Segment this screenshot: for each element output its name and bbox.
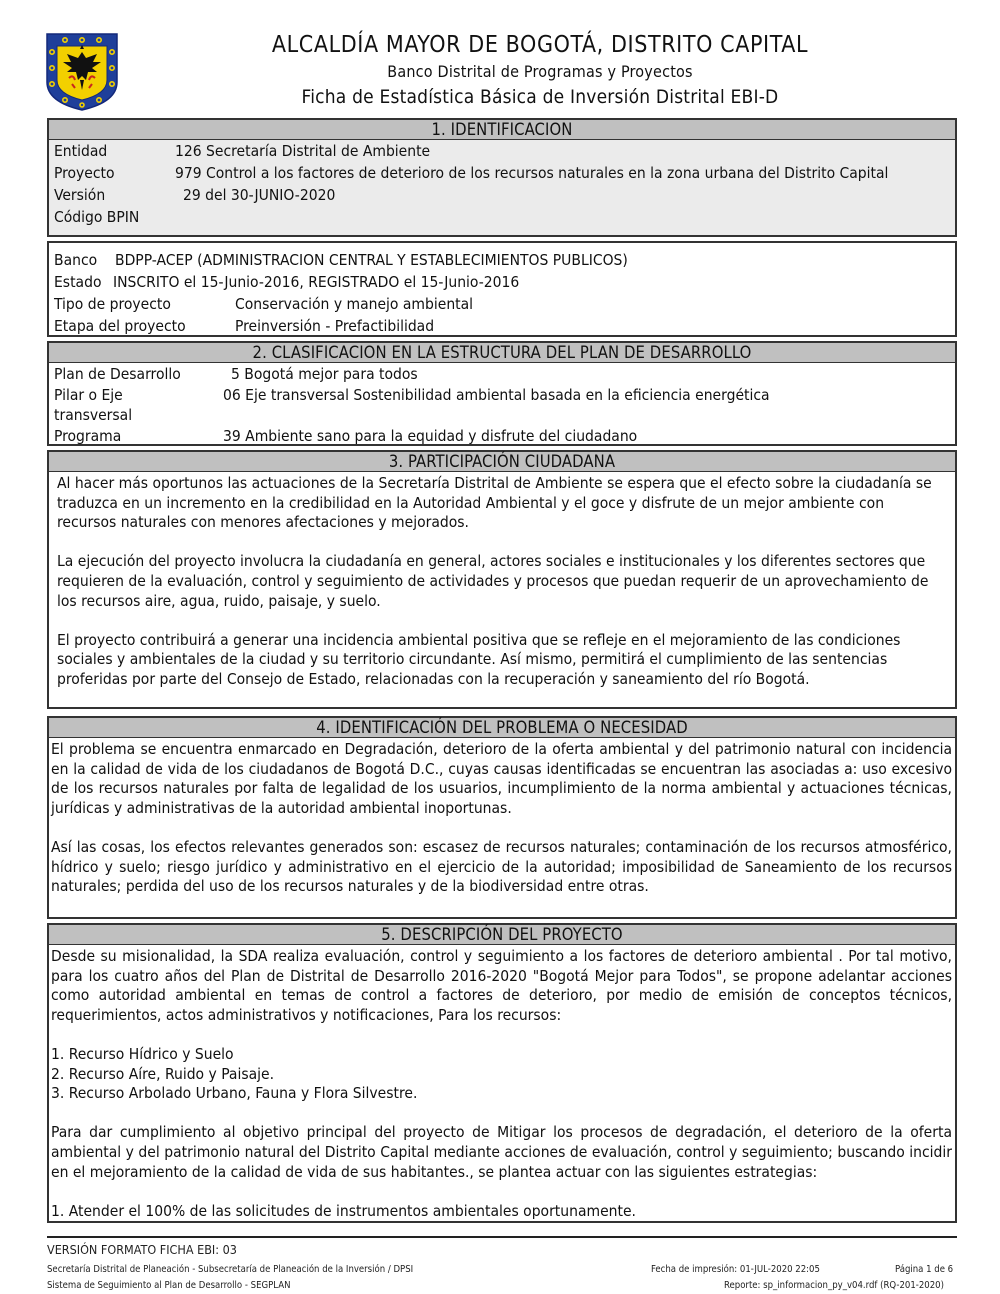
field-label: Estado (54, 273, 102, 291)
field-pilar-eje (49, 385, 955, 405)
footer-org: Secretaría Distrital de Planeación - Subsecretaría de Planeación de la Inversión / DPSI (47, 1264, 414, 1275)
field-estado (49, 271, 955, 293)
paragraph: Así las cosas, los efectos relevantes generados son: escasez de recursos naturales; contaminación de los recursos atmosférico, hídrico y suelo; riesgo jurídico y administrativo en el ejercicio de la autoridad; imposibilidad de Saneamiento de los recursos naturales; perdida del uso de los recursos naturales y de la biodiversidad entre otras. (51, 837, 952, 896)
paragraph: Al hacer más oportunos las actuaciones de la Secretaría Distrital de Ambiente se espera que el efecto sobre la ciudadanía se traduzca en un incremento en la credibilidad en la Autoridad Ambiental y el goce y disfrute de un mejor ambiente con recursos naturales con menores afectaciones y mejorados. (57, 474, 932, 532)
list-item: 3. Recurso Arbolado Urbano, Fauna y Flora Silvestre. (51, 1084, 418, 1103)
section-heading: 4. IDENTIFICACIÓN DEL PROBLEMA O NECESIDAD (49, 718, 955, 738)
field-proyecto (49, 162, 955, 184)
page-number: Página 1 de 6 (895, 1264, 954, 1275)
list-item: 1. Recurso Hídrico y Suelo (51, 1044, 234, 1063)
field-label: Programa (54, 427, 122, 445)
field-value: 06 Eje transversal Sostenibilidad ambiental basada en la eficiencia energética (223, 386, 770, 404)
field-label: Entidad (54, 142, 108, 160)
list-item: 2. Recurso Aíre, Ruido y Paisaje. (51, 1064, 275, 1083)
footer-divider (47, 1236, 957, 1238)
field-label: Código BPIN (54, 208, 140, 226)
print-date: Fecha de impresión: 01-JUL-2020 22:05 (651, 1264, 820, 1275)
section-identificacion (47, 118, 957, 237)
section-heading: 5. DESCRIPCIÓN DEL PROYECTO (49, 925, 955, 945)
section-problema-necesidad (47, 716, 957, 919)
field-label: Banco (54, 251, 98, 269)
paragraph: El problema se encuentra enmarcado en Degradación, deterioro de la oferta ambiental y del patrimonio natural con incidencia en la calidad de vida de los ciudadanos de Bogotá D.C., cuyas causas identificadas se encuentran las asociadas a: uso excesivo de los recursos naturales por falta de legalidad de los usuarios, incumplimiento de la norma ambiental y actuaciones técnicas, jurídicas y administrativas de la autoridad ambiental inoportunas. (51, 740, 952, 817)
report-id: Reporte: sp_informacion_py_v04.rdf (RQ-201-2020) (724, 1280, 944, 1291)
field-plan-desarrollo (49, 363, 955, 385)
field-etapa-proyecto (49, 315, 955, 337)
section-heading: 3. PARTICIPACIÓN CIUDADANA (49, 452, 955, 472)
field-codigo-bpin (49, 206, 955, 228)
field-value: Conservación y manejo ambiental (235, 295, 474, 313)
field-tipo-proyecto (49, 293, 955, 315)
format-version: VERSIÓN FORMATO FICHA EBI: 03 (47, 1242, 237, 1257)
field-label: transversal (54, 406, 133, 424)
section-body (49, 738, 955, 897)
section-clasificacion (47, 341, 957, 446)
section-heading: 1. IDENTIFICACION (49, 120, 955, 140)
field-value: BDPP-ACEP (ADMINISTRACION CENTRAL Y ESTABLECIMIENTOS PUBLICOS) (115, 251, 628, 269)
field-entidad (49, 140, 955, 162)
paragraph: La ejecución del proyecto involucra la ciudadanía en general, actores sociales e institucionales y los diferentes sectores que requieren de la evaluación, control y seguimiento de actividades y procesos que puedan requerir de un aprovechamiento de los recursos aire, agua, ruido, paisaje, y suelo. (57, 552, 929, 610)
field-value: 5 Bogotá mejor para todos (231, 365, 418, 383)
agency-title: ALCALDÍA MAYOR DE BOGOTÁ, DISTRITO CAPITAL (271, 32, 809, 58)
agency-subtitle: Banco Distrital de Programas y Proyectos (387, 62, 693, 81)
field-banco (49, 249, 955, 271)
paragraph: El proyecto contribuirá a generar una incidencia ambiental positiva que se refleje en el mejoramiento de las condiciones sociales y ambientales de la ciudad y su territorio circundante. Así mismo, permitirá el cumplimiento de las sentencias proferidas por parte del Consejo de Estado, relacionadas con la recuperación y saneamiento del río Bogotá. (57, 630, 901, 688)
field-label: Plan de Desarrollo (54, 365, 181, 383)
list-item: 1. Atender el 100% de las solicitudes de instrumentos ambientales oportunamente. (51, 1201, 636, 1220)
field-label: Proyecto (54, 164, 115, 182)
field-value: 126 Secretaría Distrital de Ambiente (175, 142, 431, 160)
field-value: 29 del 30-JUNIO-2020 (183, 186, 336, 204)
field-label: Tipo de proyecto (54, 295, 171, 313)
section-body (49, 945, 955, 1221)
field-version (49, 184, 955, 206)
section-heading: 2. CLASIFICACION EN LA ESTRUCTURA DEL PLAN DE DESARROLLO (49, 343, 955, 363)
project-status-box (47, 241, 957, 337)
paragraph: Para dar cumplimiento al objetivo principal del proyecto de Mitigar los procesos de degradación, el deterioro de la oferta ambiental y del patrimonio natural del Distrito Capital mediante acciones de evaluación, control y seguimiento; buscando incidir en el mejoramiento de la calidad de vida de sus habitantes., se plantea actuar con las siguientes estrategias: (51, 1123, 952, 1181)
field-label: Versión (54, 186, 106, 204)
field-value: 979 Control a los factores de deterioro de los recursos naturales en la zona urbana del Distrito Capital (175, 164, 889, 182)
field-value: Preinversión - Prefactibilidad (235, 317, 435, 335)
paragraph: Desde su misionalidad, la SDA realiza evaluación, control y seguimiento a los factores de deterioro ambiental . Por tal motivo, para los cuatro años del Plan de Distrital de Desarrollo 2016-2020 "Bogotá Mejor para Todos", se propone adelantar acciones como autoridad ambiental en temas de control a factores de deterioro, por medio de emisión de conceptos técnicos, requerimientos, actos administrativos y notificaciones, Para los recursos: (51, 947, 952, 1024)
field-pilar-eje-cont (49, 405, 955, 425)
field-value: 39 Ambiente sano para la equidad y disfrute del ciudadano (223, 427, 638, 445)
footer-system: Sistema de Seguimiento al Plan de Desarrollo - SEGPLAN (47, 1280, 291, 1291)
bogota-coat-of-arms-icon (45, 32, 119, 112)
resource-list (51, 1045, 952, 1104)
form-title: Ficha de Estadística Básica de Inversión Distrital EBI-D (301, 86, 779, 108)
field-label: Pilar o Eje (54, 386, 123, 404)
section-body (49, 472, 955, 690)
field-label: Etapa del proyecto (54, 317, 186, 335)
section-participacion-ciudadana (47, 450, 957, 709)
field-programa (49, 425, 955, 447)
section-descripcion-proyecto (47, 923, 957, 1223)
field-value: INSCRITO el 15-Junio-2016, REGISTRADO el 15-Junio-2016 (113, 273, 520, 291)
